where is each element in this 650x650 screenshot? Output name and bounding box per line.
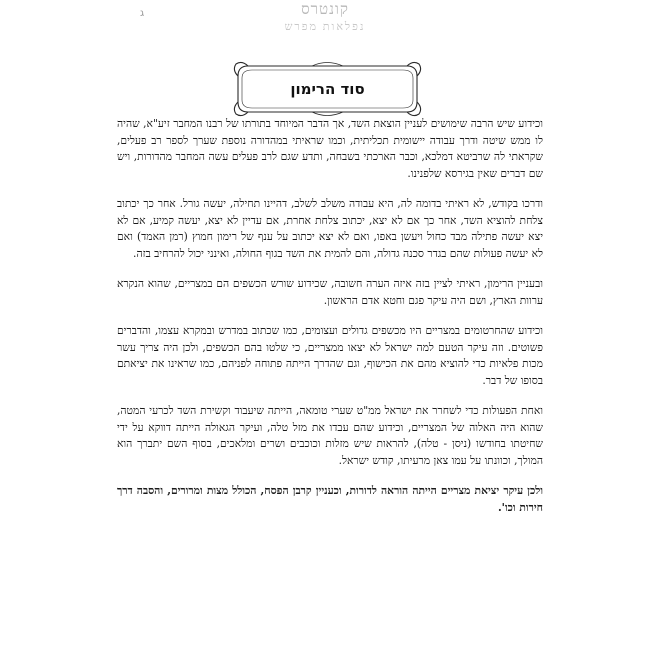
- section-title-frame: [230, 56, 425, 122]
- paragraph-1: וכידוע שיש הרבה שימושים לעניין הוצאת השד, אך הדבר המיוחד בתורתו של רבנו המחבר זיע"א, שהיה לו ממש שיטה ודרך עבודה יישומית תכליתית, וכמו שראיתי במהדורה נוספת שערך לספר רב פעלים, שקראתי לה שרביטא דמלכא, וכבר הארכתי בשבחה, ותדע שגם לרב פעלים עשה המחבר מהדורות, ויש שם דברים שאין בגירסא שלפנינו.: [117, 117, 543, 180]
- running-subtitle: נפלאות מפרש: [284, 21, 366, 33]
- paragraph-4: וכידוע שהחרטומים במצריים היו מכשפים גדולים ועצומים, כמו שכתוב במדרש ובמקרא עצמו, והדברים פשוטים. וזה עיקר הטעם למה ישראל לא יצאו ממצריים, כי שלטו בהם הכשפים, ולכן היה צריך עשר מכות פלאיות כדי להוציא מהם את הכישוף, וגם שהדרך הייתה פתוחה לפניהם, כמו שראינו את יציאתם בסופו של דבר.: [117, 324, 543, 387]
- section-title: סוד הרימון: [290, 80, 365, 98]
- running-header: [0, 2, 650, 36]
- paragraph-3: ובעניין הרימון, ראיתי לציין בזה איזה הערה חשובה, שכידוע שורש הכשפים הם במצריים, שהוא הנקרא ערוות הארץ, ושם היה עיקר פגם וחטא אדם הראשון.: [117, 277, 543, 307]
- running-title: קונטרס: [301, 2, 349, 18]
- body-text: [117, 116, 543, 530]
- paragraph-5: ואחת הפעולות כדי לשחרר את ישראל ממ"ט שערי טומאה, הייתה שיעבוד וקשירת השד לכרעי המטה, שהוא היה האלוה של המצריים, וכידוע שהם עבדו את מזל טלה, ועיקר הגאולה הייתה דווקא על ידי שחיטתו בחודשו (ניסן - טלה), להראות שיש מזלות וכוכבים ושרים ומלאכים, בסוף השם יתברך הוא המולך, וכוונתו על עמו צאן מרעיתו, קודש ישראל.: [117, 404, 543, 467]
- paragraph-6: ולכן עיקר יציאת מצריים הייתה הוראה לדורות, וכעניין קרבן הפסח, הכולל מצות ומרורים, והסבה דרך חירות וכו'.: [117, 484, 543, 514]
- page-number: ג: [140, 8, 145, 19]
- paragraph-2: ודרכו בקודש, לא ראיתי בדומה לה, היא עבודה משלב לשלב, דהיינו תחילה, יעשה גורל. אחר כך יכתוב צלחת להוציא השד, אחר כך אם לא יצא, יכתוב צלחת אחרת, אם עדיין לא יצא, יעשה קמיע, אם לא יצא יעשה פתילה מבד כחול ויעשן באפו, ואם לא יצא יכתוב על ענף של רימון חמוץ (רמן האמד) ואם לא יעשה פעולות שהם בגדר סכנה גדולה, והם להמית את השד בגוף החולה, ואינני יכול להרחיב בזה.: [117, 197, 543, 260]
